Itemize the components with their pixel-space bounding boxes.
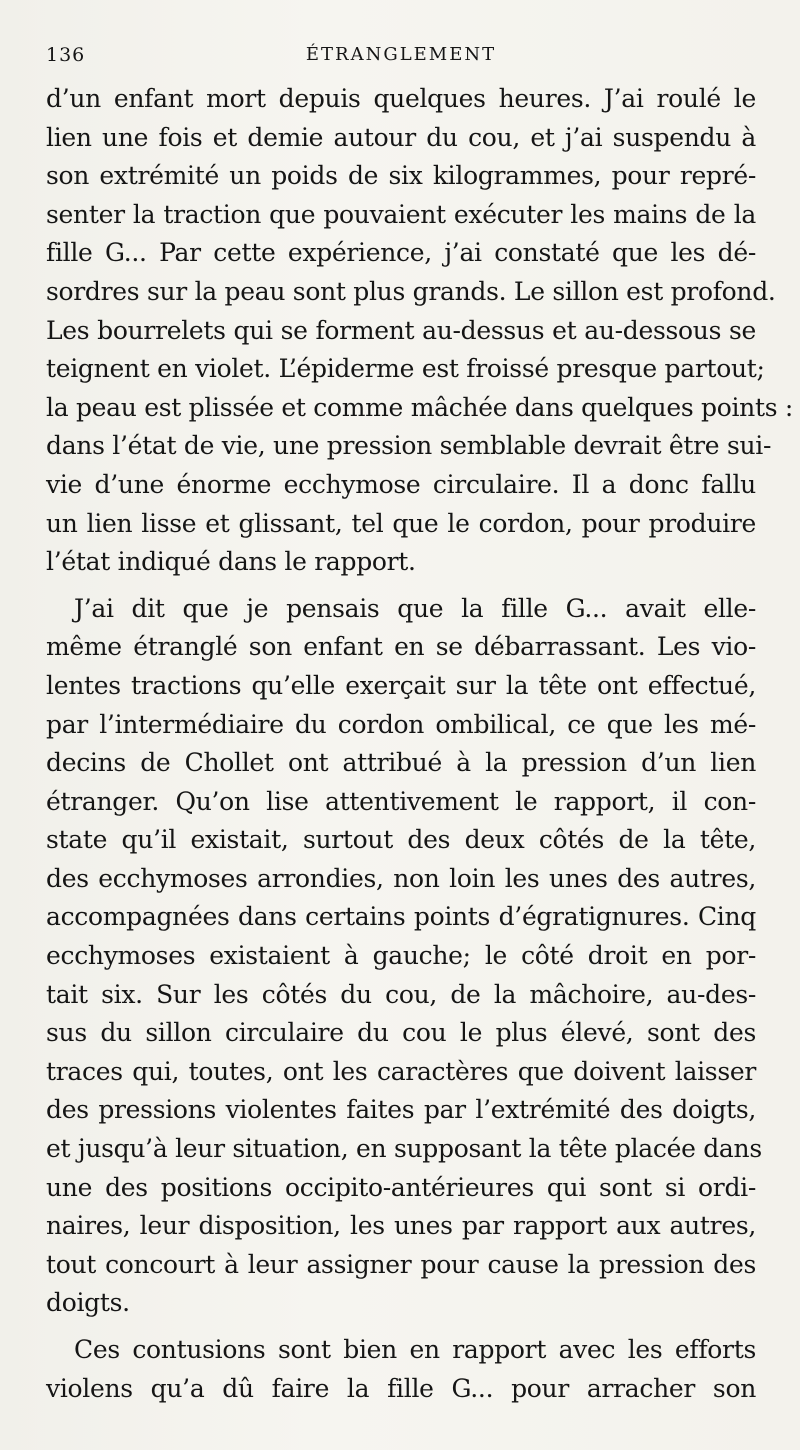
text-line: naires, leur disposition, les unes par rapport aux autres,: [46, 1211, 756, 1241]
text-line: ecchymoses existaient à gauche; le côté droit en por-: [46, 941, 756, 971]
text-line: doigts.: [46, 1288, 130, 1318]
running-head: ÉTRANGLEMENT: [305, 44, 497, 65]
text-line: son extrémité un poids de six kilogrammes, pour repré-: [46, 161, 756, 191]
text-line: dans l’état de vie, une pression semblable devrait être sui-: [46, 431, 772, 461]
text-line: violens qu’a dû faire la fille G... pour arracher son: [46, 1373, 756, 1403]
text-line: decins de Chollet ont attribué à la pression d’un lien: [46, 748, 756, 778]
text-line: étranger. Qu’on lise attentivement le rapport, il con-: [46, 786, 756, 816]
paragraph: [46, 80, 794, 582]
text-line: Ces contusions sont bien en rapport avec les efforts: [74, 1335, 756, 1364]
page-number: 136: [46, 44, 86, 66]
text-line: des pressions violentes faites par l’extrémité des doigts,: [46, 1095, 756, 1125]
text-line: une des positions occipito-antérieures qui sont si ordi-: [46, 1172, 756, 1202]
text-line: lien une fois et demie autour du cou, et j’ai suspendu à: [46, 122, 756, 152]
text-line: traces qui, toutes, ont les caractères que doivent laisser: [46, 1056, 756, 1086]
text-line: sus du sillon circulaire du cou le plus élevé, sont des: [46, 1018, 756, 1048]
text-line: teignent en violet. L’épiderme est froissé presque partout;: [46, 354, 765, 384]
text-line: accompagnées dans certains points d’égratignures. Cinq: [46, 902, 756, 932]
paragraph: [46, 1331, 756, 1408]
text-line: l’état indiqué dans le rapport.: [46, 547, 416, 577]
text-line: state qu’il existait, surtout des deux côtés de la tête,: [46, 825, 756, 855]
text-line: senter la traction que pouvaient exécuter les mains de la: [46, 199, 756, 229]
text-line: Les bourrelets qui se forment au-dessus et au-dessous se: [46, 315, 756, 345]
text-line: des ecchymoses arrondies, non loin les unes des autres,: [46, 863, 756, 893]
text-line: lentes tractions qu’elle exerçait sur la tête ont effectué,: [46, 670, 756, 700]
page-header: [46, 40, 756, 74]
text-line: et jusqu’à leur situation, en supposant la tête placée dans: [46, 1134, 762, 1164]
text-line: J’ai dit que je pensais que la fille G... avait elle-: [74, 593, 756, 623]
text-line: sordres sur la peau sont plus grands. Le sillon est profond.: [46, 276, 776, 306]
paragraph: [46, 590, 762, 1323]
text-line: fille G... Par cette expérience, j’ai constaté que les dé-: [46, 238, 756, 268]
text-line: tait six. Sur les côtés du cou, de la mâchoire, au-des-: [46, 979, 756, 1009]
text-line: vie d’une énorme ecchymose circulaire. Il a donc fallu: [46, 469, 756, 499]
text-line: un lien lisse et glissant, tel que le cordon, pour produire: [46, 508, 756, 538]
text-line: même étranglé son enfant en se débarrassant. Les vio-: [46, 632, 756, 662]
text-line: par l’intermédiaire du cordon ombilical, ce que les mé-: [46, 709, 756, 739]
text-line: d’un enfant mort depuis quelques heures. J’ai roulé le: [46, 84, 756, 113]
text-line: la peau est plissée et comme mâchée dans quelques points :: [46, 392, 794, 422]
body-text: [46, 80, 794, 1408]
text-line: tout concourt à leur assigner pour cause la pression des: [46, 1249, 756, 1279]
